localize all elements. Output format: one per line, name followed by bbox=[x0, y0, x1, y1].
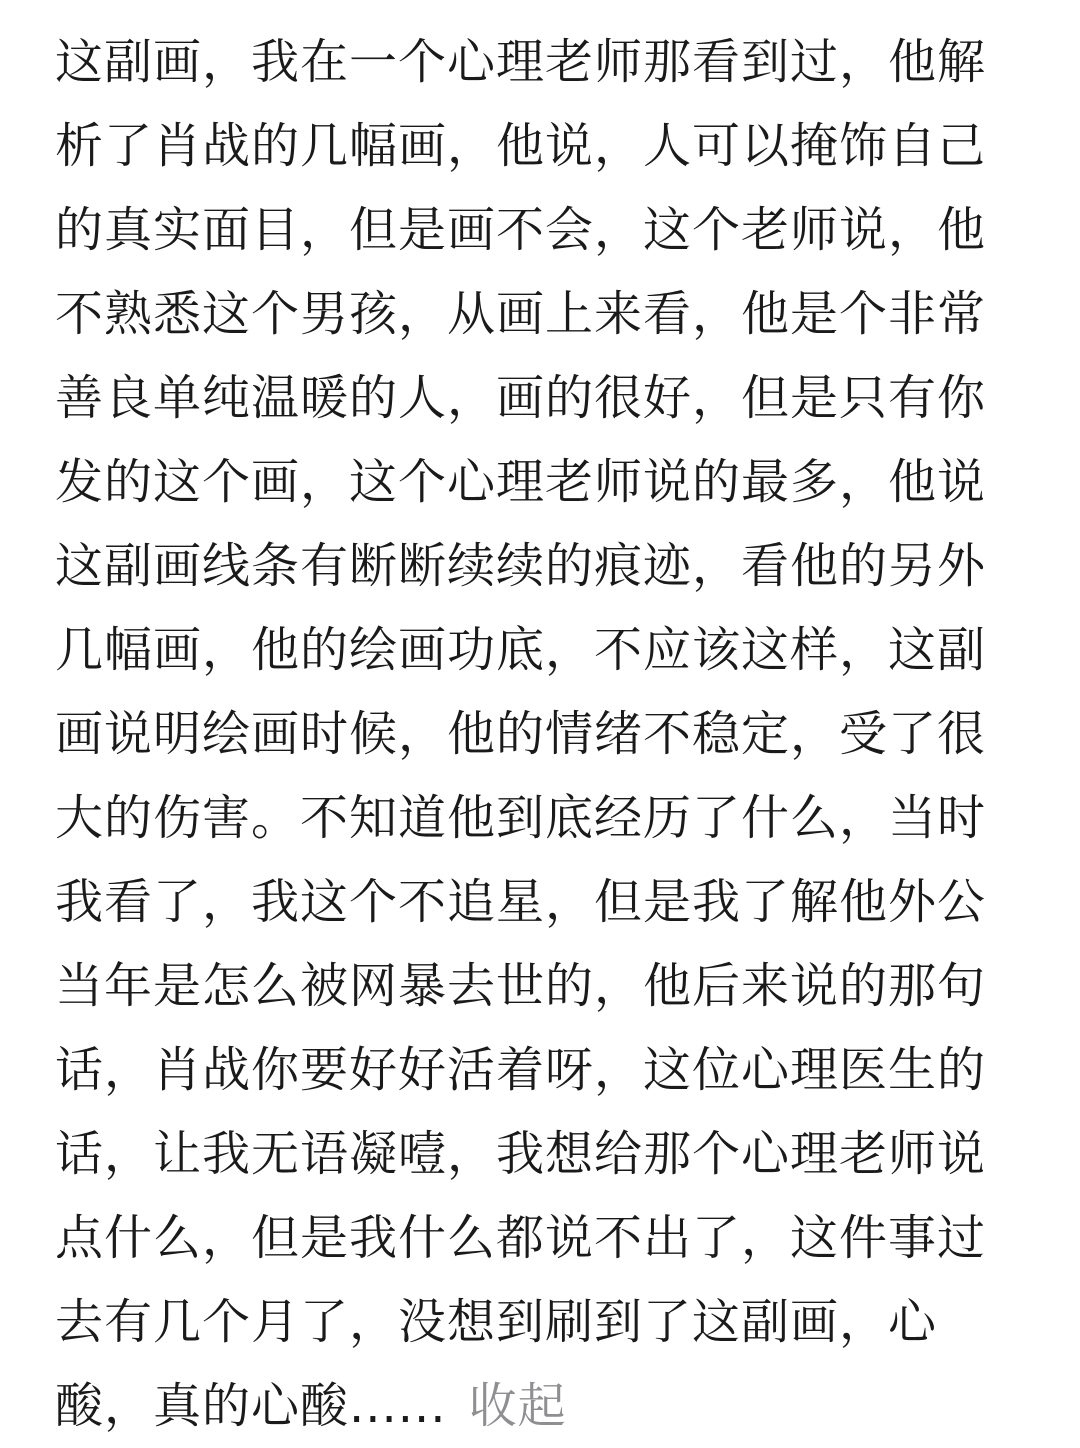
comment-line: 的真实面目，但是画不会，这个老师说，他 bbox=[55, 202, 987, 258]
comment-line: 善良单纯温暖的人，画的很好，但是只有你 bbox=[55, 370, 987, 426]
comment-line: 话，让我无语凝噎，我想给那个心理老师说 bbox=[55, 1126, 987, 1182]
comment-line: 去有几个月了，没想到刷到了这副画，心 bbox=[55, 1294, 938, 1350]
comment-line: 这副画线条有断断续续的痕迹，看他的另外 bbox=[55, 538, 987, 594]
comment-line: 不熟悉这个男孩，从画上来看，他是个非常 bbox=[55, 286, 987, 342]
comment-line-text: 酸，真的心酸...... bbox=[55, 1378, 447, 1434]
comment-line: 点什么，但是我什么都说不出了，这件事过 bbox=[55, 1210, 987, 1266]
comment-line: 画说明绘画时候，他的情绪不稳定，受了很 bbox=[55, 706, 987, 762]
comment-line: 几幅画，他的绘画功底，不应该这样，这副 bbox=[55, 622, 987, 678]
comment-line: 析了肖战的几幅画，他说，人可以掩饰自己 bbox=[55, 118, 987, 174]
collapse-link[interactable]: 收起 bbox=[468, 1378, 567, 1434]
comment-last-line bbox=[55, 1364, 1025, 1448]
comment-body bbox=[55, 20, 1025, 1448]
comment-line: 话，肖战你要好好活着呀，这位心理医生的 bbox=[55, 1042, 987, 1098]
comment-line: 发的这个画，这个心理老师说的最多，他说 bbox=[55, 454, 987, 510]
comment-line: 大的伤害。不知道他到底经历了什么，当时 bbox=[55, 790, 987, 846]
comment-line: 我看了，我这个不追星，但是我了解他外公 bbox=[55, 874, 987, 930]
comment-line: 这副画，我在一个心理老师那看到过，他解 bbox=[55, 34, 987, 90]
comment-line: 当年是怎么被网暴去世的，他后来说的那句 bbox=[55, 958, 987, 1014]
